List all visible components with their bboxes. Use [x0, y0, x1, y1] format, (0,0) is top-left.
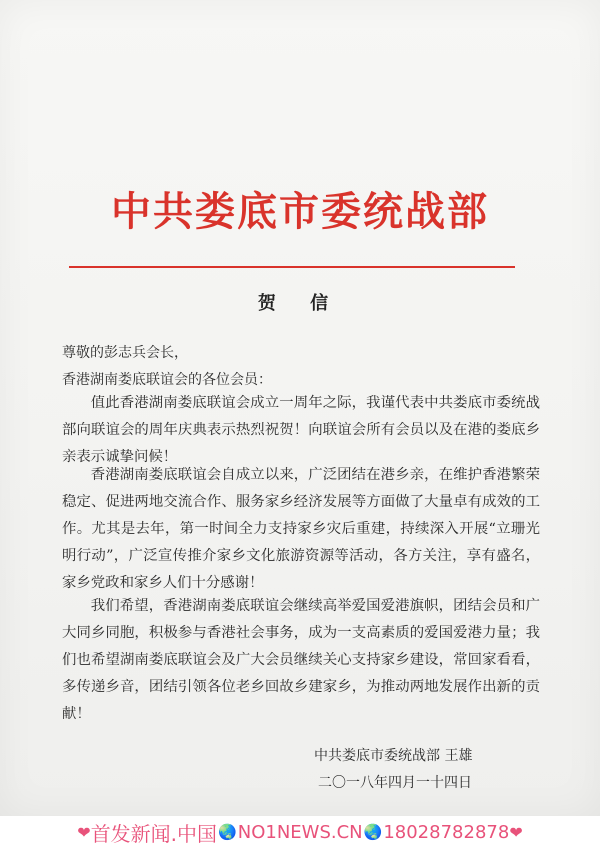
- body-paragraph: 值此香港湖南娄底联谊会成立一周年之际，我谨代表中共娄底市委统战部向联谊会的周年庆典表示热烈祝贺！向联谊会所有会员以及在港的娄底乡亲表示诚挚问候！: [62, 395, 540, 465]
- heart-icon: ❤: [509, 822, 523, 842]
- globe-icon: 🌏: [218, 823, 237, 841]
- heart-icon: ❤: [77, 822, 91, 842]
- body-paragraph: 香港湖南娄底联谊会自成立以来，广泛团结在港乡亲，在维护香港繁荣稳定、促进两地交流合作、服务家乡经济发展等方面做了大量卓有成效的工作。尤其是去年，第一时间全力支持家乡灾后重建，持续深入开展“立珊光明行动”，广泛宣传推介家乡文化旅游资源等活动，各方关注，享有盛名，家乡党政和家乡人们十分感谢！: [62, 467, 540, 591]
- globe-icon: 🌏: [363, 823, 383, 841]
- watermark-footer: [0, 816, 600, 848]
- signature-org: 中共娄底市委统战部 王雄: [314, 748, 473, 764]
- footer-site-name[interactable]: 首发新闻.中国: [90, 821, 218, 846]
- salutation-line: 香港湖南娄底联谊会的各位会员：: [62, 372, 272, 388]
- letter-title: 贺 信: [257, 293, 343, 314]
- body-paragraph: 我们希望，香港湖南娄底联谊会继续高举爱国爱港旗帜，团结会员和广大同乡同胞，积极参与香港社会事务，成为一支高素质的爱国爱港力量；我们也希望湖南娄底联谊会及广大会员继续关心支持家乡建设，常回家看看，多传递乡音，团结引领各位老乡回故乡建家乡，为推动两地发展作出新的贡献！: [62, 598, 540, 722]
- letterhead-title: 中共娄底市委统战部: [111, 188, 489, 235]
- footer-domain[interactable]: NO1NEWS.CN: [237, 821, 363, 843]
- letterhead-divider: [69, 266, 515, 268]
- salutation-line: 尊敬的彭志兵会长，: [62, 345, 188, 361]
- footer-phone: 18028782878: [383, 821, 510, 843]
- signature-date: 二〇一八年四月一十四日: [318, 775, 472, 791]
